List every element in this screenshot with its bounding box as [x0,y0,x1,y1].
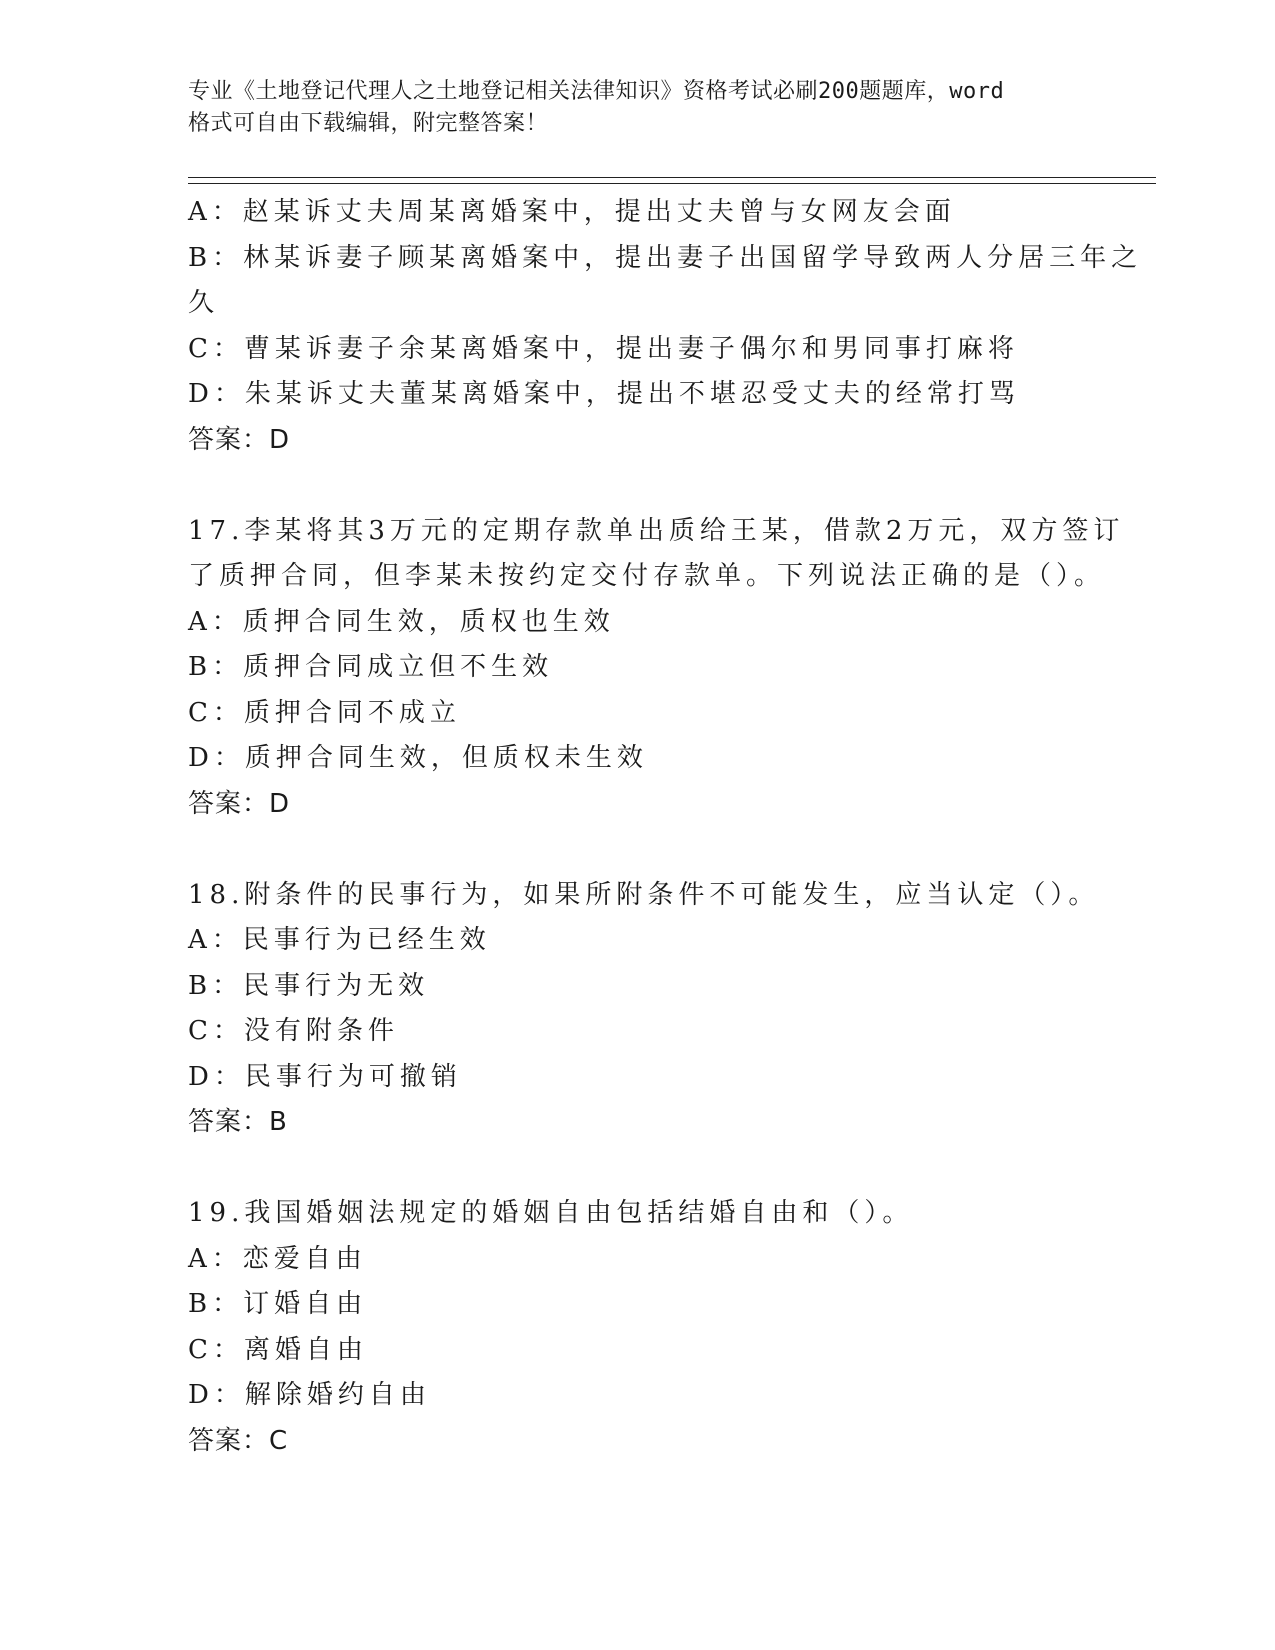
q18-answer: 答案：B [188,1107,288,1137]
spacer [188,827,1108,873]
header-line-1: 专业《土地登记代理人之土地登记相关法律知识》资格考试必刷200题题库，word [188,79,1005,104]
q16-option-a: A：赵某诉丈夫周某离婚案中，提出丈夫曾与女网友会面 [188,197,956,227]
q19-stem: 19.我国婚姻法规定的婚姻自由包括结婚自由和（）。 [188,1198,914,1228]
q17-option-c: C：质押合同不成立 [188,697,461,728]
q17-answer: 答案：D [188,788,291,819]
document-header [188,76,1108,140]
question-16-block [188,190,1143,463]
q18-option-d: D：民事行为可撤销 [188,1061,462,1092]
q17-option-b: B：质押合同成立但不生效 [188,652,554,682]
question-list [188,190,1143,1464]
q16-option-b-line-1: B：林某诉妻子顾某离婚案中，提出妻子出国留学导致两人分居三年之 [188,242,1143,273]
q18-stem: 18.附条件的民事行为，如果所附条件不可能发生，应当认定（）。 [188,879,1100,910]
question-17-block [188,509,1125,828]
q18-option-a: A：民事行为已经生效 [188,925,491,955]
q16-option-c: C：曹某诉妻子余某离婚案中，提出妻子偶尔和男同事打麻将 [188,333,1019,364]
spacer [188,463,1108,509]
q19-option-d: D：解除婚约自由 [188,1380,431,1410]
q16-answer: 答案：D [188,424,291,455]
spacer [188,1146,1108,1192]
q18-option-c: C：没有附条件 [188,1016,399,1046]
q19-answer: 答案：C [188,1425,289,1456]
q19-option-a: A：恋爱自由 [188,1243,367,1274]
q17-stem-line-2: 了质押合同，但李某未按约定交付存款单。下列说法正确的是（）。 [188,561,1106,591]
question-19-block [188,1191,1108,1464]
header-divider-bottom [188,183,1156,184]
q17-option-a: A：质押合同生效，质权也生效 [188,606,615,637]
q19-option-b: B：订婚自由 [188,1289,368,1319]
q18-option-b: B：民事行为无效 [188,970,430,1001]
q17-stem-line-1: 17.李某将其3万元的定期存款单出质给王某，借款2万元，双方签订 [188,515,1125,546]
question-18-block [188,873,1108,1146]
header-line-2: 格式可自由下载编辑，附完整答案！ [188,111,549,136]
q16-option-d: D：朱某诉丈夫董某离婚案中，提出不堪忍受丈夫的经常打骂 [188,379,1020,409]
q17-option-d: D：质押合同生效，但质权未生效 [188,743,648,773]
header-divider-top [188,177,1156,178]
q16-option-b-line-2: 久 [188,288,220,318]
q19-option-c: C：离婚自由 [188,1334,368,1365]
